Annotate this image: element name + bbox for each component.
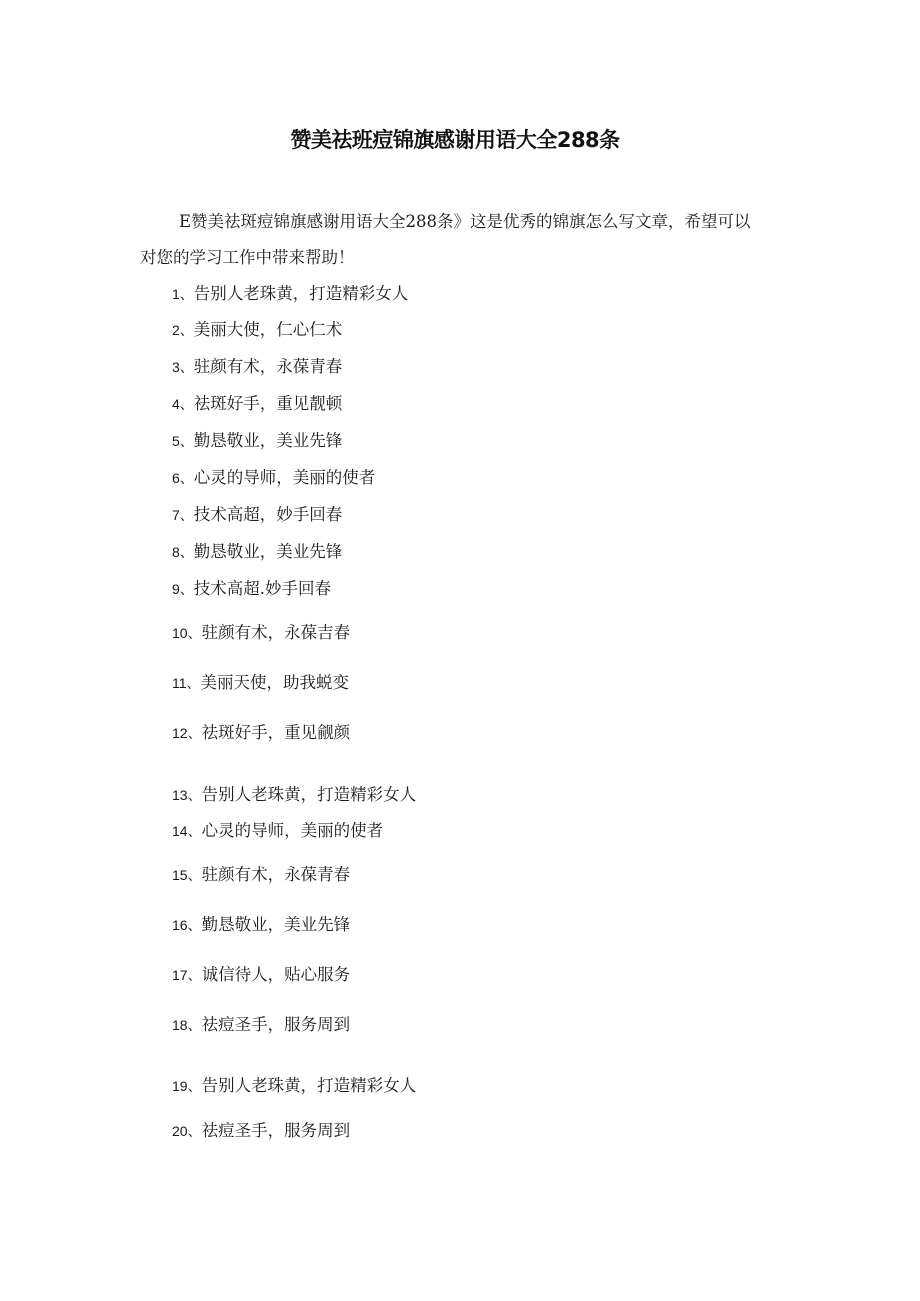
- list-item: [172, 540, 342, 564]
- item-text: 祛痘圣手，服务周到: [201, 1121, 351, 1140]
- list-item: [172, 282, 408, 306]
- item-number: 7、: [172, 507, 194, 523]
- item-number: 17、: [172, 967, 202, 983]
- list-item: [172, 963, 350, 987]
- item-number: 10、: [172, 625, 202, 641]
- item-number: 19、: [172, 1078, 202, 1094]
- list-item: [172, 355, 342, 379]
- list-item: [172, 621, 350, 645]
- item-number: 3、: [172, 359, 194, 375]
- list-item: [172, 819, 383, 843]
- list-item: [172, 318, 342, 342]
- item-text: 驻颜有术，永葆青春: [201, 865, 351, 884]
- item-number: 5、: [172, 433, 194, 449]
- intro-paragraph: E赞美祛斑痘锦旗感谢用语大全288条》这是优秀的锦旗怎么写文章，希望可以对您的学习工作中带来帮助！: [140, 212, 751, 267]
- list-item: [172, 1013, 350, 1037]
- item-text: 告别人老珠黄，打造精彩女人: [201, 785, 417, 804]
- item-text: 祛痘圣手，服务周到: [201, 1015, 351, 1034]
- item-number: 12、: [172, 725, 202, 741]
- item-text: 驻颜有术，永葆吉春: [201, 623, 351, 642]
- item-text: 技术高超.妙手回春: [193, 579, 332, 598]
- document-title: 赞美祛班痘锦旗感谢用语大全288条: [290, 128, 620, 152]
- item-text: 诚信待人，贴心服务: [201, 965, 351, 984]
- list-item: [172, 863, 350, 887]
- list-item: [172, 1074, 416, 1098]
- item-number: 2、: [172, 322, 194, 338]
- item-number: 6、: [172, 470, 194, 486]
- item-text: 祛斑好手，重见靓顿: [193, 394, 343, 413]
- item-number: 8、: [172, 544, 194, 560]
- item-text: 驻颜有术，永葆青春: [193, 357, 343, 376]
- item-text: 心灵的导师，美丽的使者: [201, 821, 384, 840]
- item-number: 20、: [172, 1123, 202, 1139]
- list-item: [172, 503, 342, 527]
- list-item: [172, 671, 349, 695]
- list-item: [172, 429, 342, 453]
- item-number: 11、: [172, 675, 201, 691]
- list-item: [172, 1119, 350, 1143]
- list-item: [172, 466, 375, 490]
- item-number: 15、: [172, 867, 202, 883]
- list-item: [172, 913, 350, 937]
- item-text: 美丽天使，助我蜕变: [200, 673, 350, 692]
- item-number: 4、: [172, 396, 194, 412]
- list-item: [172, 783, 416, 807]
- item-number: 16、: [172, 917, 202, 933]
- item-text: 美丽大使，仁心仁术: [193, 320, 343, 339]
- item-text: 心灵的导师，美丽的使者: [193, 468, 376, 487]
- item-number: 18、: [172, 1017, 202, 1033]
- item-number: 1、: [172, 286, 194, 302]
- list-item: [172, 392, 342, 416]
- item-text: 祛斑好手，重见觎颜: [201, 723, 351, 742]
- list-item: [172, 577, 331, 601]
- item-text: 技术高超，妙手回春: [193, 505, 343, 524]
- item-number: 9、: [172, 581, 194, 597]
- list-item: [172, 721, 350, 745]
- item-number: 13、: [172, 787, 202, 803]
- item-text: 告别人老珠黄，打造精彩女人: [201, 1076, 417, 1095]
- item-number: 14、: [172, 823, 202, 839]
- item-text: 勤恳敬业，美业先锋: [193, 431, 343, 450]
- item-text: 告别人老珠黄，打造精彩女人: [193, 284, 409, 303]
- item-text: 勤恳敬业，美业先锋: [201, 915, 351, 934]
- item-text: 勤恳敬业，美业先锋: [193, 542, 343, 561]
